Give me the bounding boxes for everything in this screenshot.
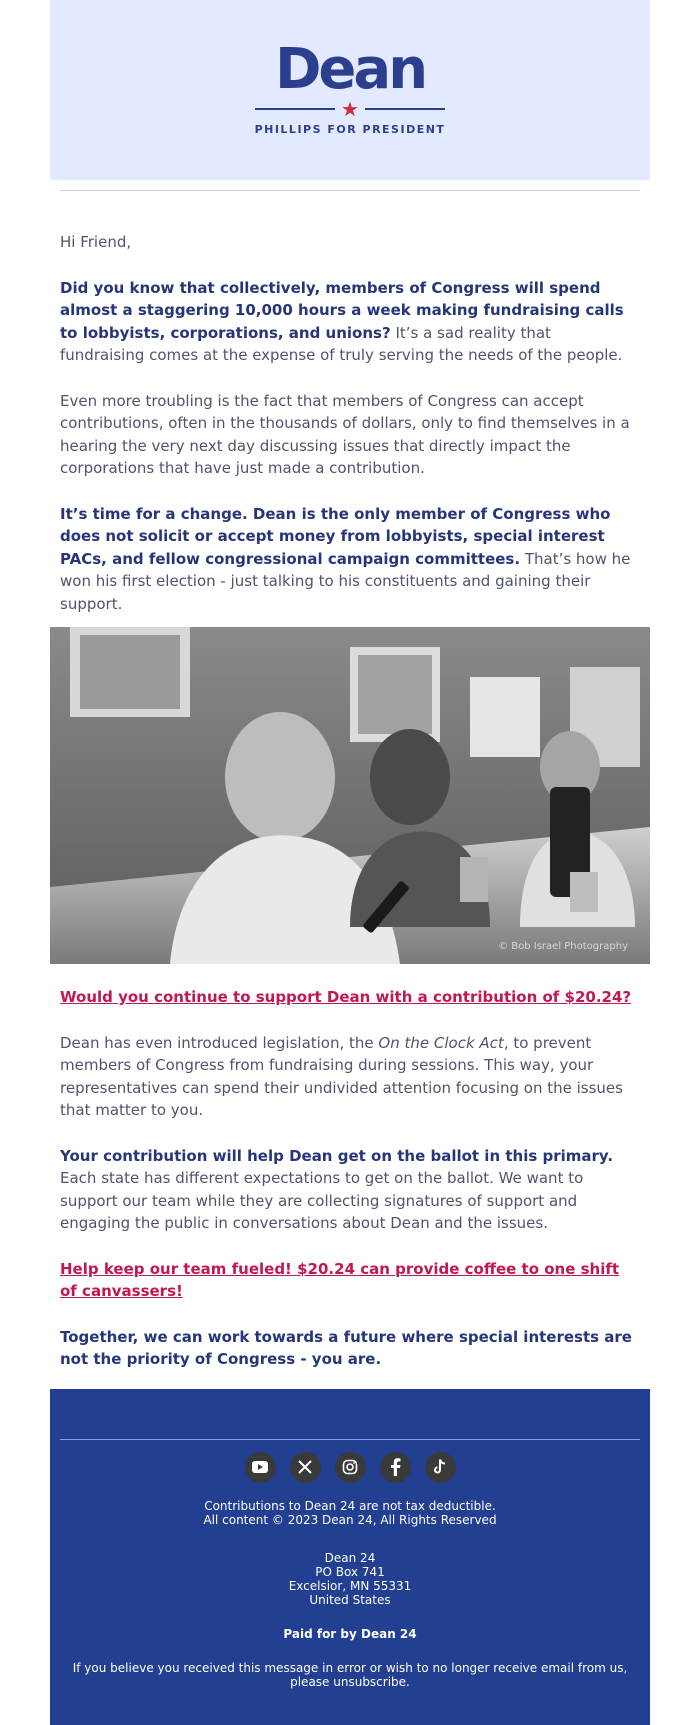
footer-divider <box>60 1439 640 1440</box>
logo-wordmark: Dean <box>274 37 426 102</box>
logo-rule-left <box>255 108 335 110</box>
closing-statement: Together, we can work towards a future where special interests are not the priority of Congress - you are. <box>60 1327 632 1368</box>
tax-notice: Contributions to Dean 24 are not tax deductible. <box>204 1498 496 1513</box>
header-banner <box>50 0 650 180</box>
email-container <box>50 0 650 1725</box>
x-icon[interactable] <box>290 1452 321 1483</box>
logo-star-rule <box>255 97 445 121</box>
social-links <box>50 1452 650 1483</box>
footer-disclaimer <box>50 1499 650 1527</box>
donate-link-coffee[interactable]: Help keep our team fueled! $20.24 can provide coffee to one shift of canvassers! <box>60 1259 620 1300</box>
paid-for-notice: Paid for by Dean 24 <box>283 1626 417 1641</box>
campaign-photo <box>50 627 650 964</box>
paragraph-ballot: Your contribution will help Dean get on the ballot in this primary. Each state has different expectations to get on the ballot. We want to support our team while they are collecting signatures of support and engaging the public in conversations about Dean and the issues. <box>60 1146 614 1232</box>
copyright: All content © 2023 Dean 24, All Rights Reserved <box>203 1512 497 1527</box>
paragraph-contributions: Even more troubling is the fact that members of Congress can accept contributions, often in the thousands of dollars, only to find themselves in a hearing the very next day discussing issues that directly impact the corporations that have just made a contribution. <box>60 391 630 477</box>
footer <box>50 1389 650 1725</box>
instagram-icon[interactable] <box>335 1452 366 1483</box>
email-body <box>50 191 650 615</box>
unsubscribe-notice <box>70 1661 630 1689</box>
facebook-icon[interactable] <box>380 1452 411 1483</box>
paragraph-on-the-clock-act: Dean has even introduced legislation, the On the Clock Act, to prevent members of Congress from fundraising during sessions. This way, your representatives can spend their undivided attention focusing on the issues that matter to you. <box>60 1033 623 1119</box>
address-city: Excelsior, MN 55331 <box>288 1578 412 1593</box>
logo-rule-right <box>365 108 445 110</box>
unsubscribe-text: If you believe you received this message in error or wish to no longer receive email from us, <box>72 1660 628 1675</box>
tiktok-icon[interactable] <box>425 1452 456 1483</box>
photo-credit: © Bob Israel Photography <box>498 941 628 952</box>
greeting: Hi Friend, <box>60 233 132 251</box>
address-box: PO Box 741 <box>315 1564 385 1579</box>
address-name: Dean 24 <box>324 1550 376 1565</box>
paragraph-fundraising-hours: Did you know that collectively, members of Congress will spend almost a staggering 10,000 hours a week making fundraising calls to lobbyists, corporations, and unions? It’s a sad reality that fundraising comes at the expense of truly serving the needs of the people. <box>60 278 624 364</box>
address-country: United States <box>309 1592 391 1607</box>
donate-link-2024[interactable]: Would you continue to support Dean with a contribution of $20.24? <box>60 988 632 1006</box>
email-body-continued <box>50 964 650 1371</box>
star-icon: ★ <box>341 97 359 121</box>
mailing-address <box>50 1551 650 1607</box>
unsubscribe-link[interactable]: please unsubscribe. <box>290 1674 410 1689</box>
paragraph-time-for-change: It’s time for a change. Dean is the only member of Congress who does not solicit or accept money from lobbyists, special interest PACs, and fellow congressional campaign committees. That’s how he won his first election - just talking to his constituents and gaining their support. <box>60 504 631 613</box>
campaign-logo <box>254 37 446 136</box>
youtube-icon[interactable] <box>245 1452 276 1483</box>
logo-tagline: PHILLIPS FOR PRESIDENT <box>254 123 446 136</box>
photo-illustration <box>50 627 650 964</box>
